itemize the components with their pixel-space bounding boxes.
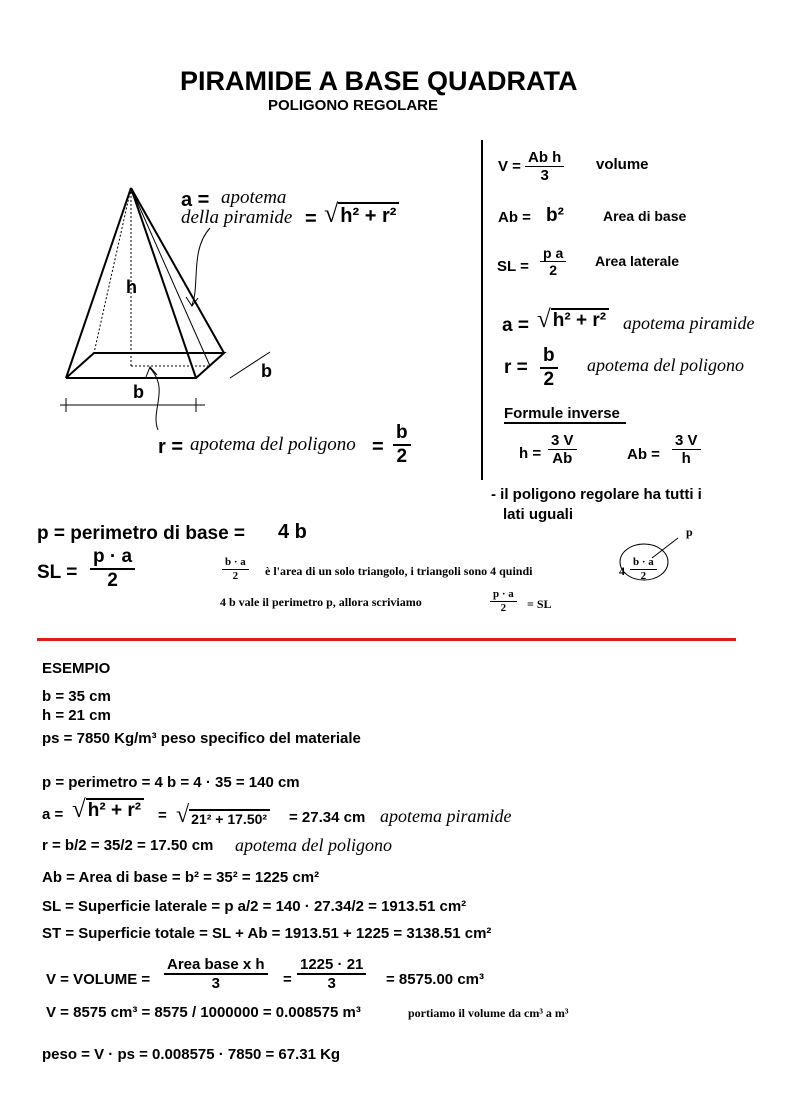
example-ps: ps = 7850 Kg/m³ peso specifico del materiale bbox=[42, 730, 361, 747]
example-volume-conv-note: portiamo il volume da cm³ a m³ bbox=[408, 1006, 569, 1020]
example-title: ESEMPIO bbox=[42, 660, 111, 677]
volume-den: 3 bbox=[540, 167, 549, 185]
sl-main-num: p · a bbox=[90, 546, 135, 570]
page-subtitle: POLIGONO REGOLARE bbox=[268, 97, 439, 114]
figure-sqrt-radicand: h² + r² bbox=[338, 202, 399, 227]
line2-text: 4 b vale il perimetro p, allora scriviamo bbox=[220, 595, 422, 609]
example-volume-result: = 8575.00 cm³ bbox=[386, 971, 484, 988]
figure-a-label: a = bbox=[181, 189, 210, 211]
page-title: PIRAMIDE A BASE QUADRATA bbox=[180, 66, 578, 96]
circled-den: 2 bbox=[640, 569, 647, 582]
volume-fraction bbox=[525, 149, 564, 185]
perimeter-value: 4 b bbox=[278, 521, 307, 543]
figure-eq: = bbox=[305, 208, 317, 230]
ab-rhs: b² bbox=[546, 205, 564, 226]
example-ab: Ab = Area di base = b² = 35² = 1225 cm² bbox=[42, 869, 320, 886]
sl-main-lhs: SL = bbox=[37, 562, 78, 583]
ab-desc: Area di base bbox=[603, 208, 687, 224]
figure-r-label: r = bbox=[158, 436, 184, 458]
line2-den: 2 bbox=[500, 601, 507, 614]
example-volume-conv: V = 8575 cm³ = 8575 / 1000000 = 0.008575 m³ bbox=[46, 1004, 361, 1021]
ab-inverse-num: 3 V bbox=[672, 432, 701, 450]
line2-eq: = SL bbox=[527, 597, 552, 611]
figure-sqrt: √ h² + r² bbox=[324, 201, 399, 227]
example-a-lhs: a = bbox=[42, 806, 64, 823]
ab-inverse-den: h bbox=[681, 450, 691, 468]
sl-main-fraction bbox=[90, 546, 135, 593]
r-fraction bbox=[540, 345, 558, 392]
sl-lhs: SL = bbox=[497, 258, 529, 275]
vertical-divider bbox=[481, 140, 483, 480]
example-volume-fraction-2 bbox=[297, 956, 366, 993]
note-line-1: - il poligono regolare ha tutti i bbox=[491, 486, 702, 503]
figure-h-label: h bbox=[126, 277, 137, 297]
section-divider bbox=[37, 638, 736, 641]
h-inverse-num: 3 V bbox=[548, 432, 577, 450]
r-num: b bbox=[540, 345, 558, 369]
h-inverse-lhs: h = bbox=[519, 445, 542, 462]
apothem-radicand: h² + r² bbox=[551, 308, 609, 332]
apothem-sqrt: √ h² + r² bbox=[537, 307, 609, 332]
example-perimeter: p = perimetro = 4 b = 4 · 35 = 140 cm bbox=[42, 774, 300, 791]
figure-r-den: 2 bbox=[396, 445, 408, 467]
example-peso: peso = V · ps = 0.008575 · 7850 = 67.31 Kg bbox=[42, 1046, 341, 1063]
expl-fraction bbox=[222, 556, 249, 583]
volume-desc: volume bbox=[596, 156, 649, 173]
sl-den: 2 bbox=[549, 262, 558, 279]
figure-a-desc-1: apotema bbox=[221, 187, 287, 208]
expl-text: è l'area di un solo triangolo, i triangoli sono 4 quindi bbox=[265, 564, 533, 578]
example-a-sqrt-1: √ h² + r² bbox=[72, 797, 144, 822]
note-line-2: lati uguali bbox=[503, 506, 574, 523]
sl-main-den: 2 bbox=[107, 569, 118, 591]
example-a-result: = 27.34 cm bbox=[289, 809, 366, 826]
r-lhs: r = bbox=[504, 357, 528, 378]
example-volume-eq: = bbox=[283, 971, 292, 988]
example-volume-lhs: V = VOLUME = bbox=[46, 971, 151, 988]
apothem-lhs: a = bbox=[502, 315, 529, 336]
sl-fraction bbox=[540, 245, 566, 279]
ab-lhs: Ab = bbox=[498, 209, 531, 226]
ab-inverse-fraction bbox=[672, 432, 701, 468]
apothem-desc: apotema piramide bbox=[623, 313, 755, 333]
example-h: h = 21 cm bbox=[42, 707, 111, 724]
figure-r-desc: apotema del poligono bbox=[190, 434, 356, 455]
example-b: b = 35 cm bbox=[42, 688, 111, 705]
volume-lhs: V = bbox=[498, 158, 521, 175]
circled-fraction bbox=[630, 556, 657, 583]
h-inverse-fraction bbox=[548, 432, 577, 468]
figure-r-eq: = bbox=[372, 436, 384, 458]
circled-four: 4 bbox=[619, 564, 625, 578]
perimeter-line: p = perimetro di base = bbox=[37, 523, 246, 544]
figure-b-bottom-label: b bbox=[133, 382, 144, 402]
sl-desc: Area laterale bbox=[595, 253, 680, 269]
figure-r-fraction bbox=[393, 422, 411, 469]
expl-den: 2 bbox=[232, 569, 239, 582]
example-sl: SL = Superficie laterale = p a/2 = 140 · 27.34/2 = 1913.51 cm² bbox=[42, 898, 467, 915]
h-inverse-den: Ab bbox=[552, 450, 573, 468]
figure-a-desc-2: della piramide bbox=[181, 207, 293, 228]
inverse-title: Formule inverse bbox=[504, 405, 626, 424]
example-a-sqrt-2: √ 21² + 17.50² bbox=[176, 803, 270, 827]
line2-num: p · a bbox=[490, 588, 517, 602]
example-a-eq: = bbox=[158, 807, 167, 824]
example-volume-fraction-1 bbox=[164, 956, 268, 993]
expl-num: b · a bbox=[222, 556, 249, 570]
example-volume-den-2: 3 bbox=[327, 975, 336, 993]
example-a-radicand-1: h² + r² bbox=[86, 798, 144, 822]
example-volume-num-2: 1225 · 21 bbox=[297, 956, 366, 975]
volume-num: Ab h bbox=[525, 149, 564, 167]
sl-num: p a bbox=[540, 245, 566, 262]
line2-fraction bbox=[490, 588, 517, 615]
example-a-radicand-2: 21² + 17.50² bbox=[189, 809, 270, 827]
r-desc: apotema del poligono bbox=[587, 355, 744, 375]
figure-r-num: b bbox=[393, 422, 411, 446]
pyramid-diagram bbox=[0, 0, 480, 480]
figure-b-side-label: b bbox=[261, 361, 272, 381]
ab-inverse-lhs: Ab = bbox=[627, 446, 660, 463]
r-den: 2 bbox=[543, 368, 555, 390]
example-volume-num-1: Area base x h bbox=[164, 956, 268, 975]
circled-p: p bbox=[686, 525, 693, 539]
example-a-desc: apotema piramide bbox=[380, 806, 512, 826]
example-volume-den-1: 3 bbox=[211, 975, 220, 993]
example-st: ST = Superficie totale = SL + Ab = 1913.51 + 1225 = 3138.51 cm² bbox=[42, 925, 492, 942]
example-r: r = b/2 = 35/2 = 17.50 cm bbox=[42, 837, 214, 854]
circled-num: b · a bbox=[630, 556, 657, 570]
example-r-desc: apotema del poligono bbox=[235, 835, 392, 855]
